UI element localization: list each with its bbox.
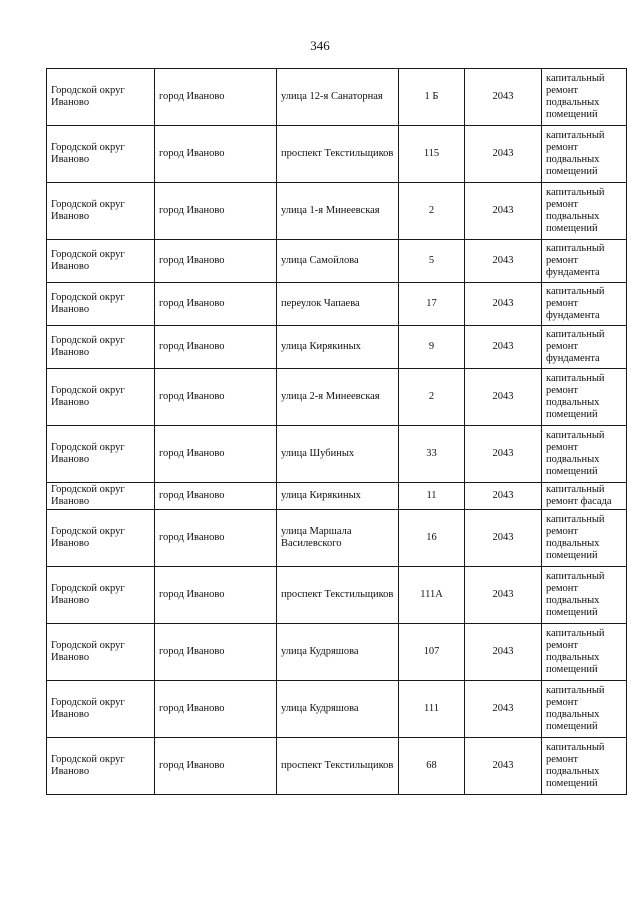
table-row xyxy=(47,326,627,369)
street-cell: улица 2-я Минеевская xyxy=(277,369,399,426)
year-cell: 2043 xyxy=(465,510,542,567)
street-cell: улица Маршала Василевского xyxy=(277,510,399,567)
table-row xyxy=(47,624,627,681)
table-row xyxy=(47,183,627,240)
housing-repair-table xyxy=(46,68,627,795)
district-cell: Городской округ Иваново xyxy=(47,510,155,567)
table-row xyxy=(47,283,627,326)
year-cell: 2043 xyxy=(465,426,542,483)
table-row xyxy=(47,681,627,738)
street-cell: улица Шубиных xyxy=(277,426,399,483)
year-cell: 2043 xyxy=(465,369,542,426)
district-cell: Городской округ Иваново xyxy=(47,624,155,681)
district-cell: Городской округ Иваново xyxy=(47,738,155,795)
city-cell: город Иваново xyxy=(155,326,277,369)
city-cell: город Иваново xyxy=(155,738,277,795)
table-row xyxy=(47,240,627,283)
house-number-cell: 11 xyxy=(399,483,465,510)
city-cell: город Иваново xyxy=(155,510,277,567)
city-cell: город Иваново xyxy=(155,240,277,283)
street-cell: улица 12-я Санаторная xyxy=(277,69,399,126)
work-type-cell: капитальный ремонт подвальных помещений xyxy=(542,567,627,624)
district-cell: Городской округ Иваново xyxy=(47,240,155,283)
street-cell: проспект Текстильщиков xyxy=(277,567,399,624)
year-cell: 2043 xyxy=(465,183,542,240)
work-type-cell: капитальный ремонт фундамента xyxy=(542,283,627,326)
work-type-cell: капитальный ремонт подвальных помещений xyxy=(542,126,627,183)
district-cell: Городской округ Иваново xyxy=(47,326,155,369)
year-cell: 2043 xyxy=(465,240,542,283)
work-type-cell: капитальный ремонт подвальных помещений xyxy=(542,69,627,126)
house-number-cell: 9 xyxy=(399,326,465,369)
year-cell: 2043 xyxy=(465,738,542,795)
district-cell: Городской округ Иваново xyxy=(47,483,155,510)
work-type-cell: капитальный ремонт фундамента xyxy=(542,326,627,369)
year-cell: 2043 xyxy=(465,69,542,126)
street-cell: улица Кудряшова xyxy=(277,681,399,738)
city-cell: город Иваново xyxy=(155,283,277,326)
city-cell: город Иваново xyxy=(155,183,277,240)
work-type-cell: капитальный ремонт подвальных помещений xyxy=(542,681,627,738)
street-cell: улица Кирякиных xyxy=(277,326,399,369)
city-cell: город Иваново xyxy=(155,126,277,183)
table-body xyxy=(47,69,627,795)
district-cell: Городской округ Иваново xyxy=(47,369,155,426)
house-number-cell: 68 xyxy=(399,738,465,795)
district-cell: Городской округ Иваново xyxy=(47,681,155,738)
city-cell: город Иваново xyxy=(155,681,277,738)
year-cell: 2043 xyxy=(465,681,542,738)
work-type-cell: капитальный ремонт подвальных помещений xyxy=(542,738,627,795)
city-cell: город Иваново xyxy=(155,624,277,681)
house-number-cell: 1 Б xyxy=(399,69,465,126)
house-number-cell: 115 xyxy=(399,126,465,183)
year-cell: 2043 xyxy=(465,567,542,624)
table-row xyxy=(47,126,627,183)
year-cell: 2043 xyxy=(465,624,542,681)
work-type-cell: капитальный ремонт подвальных помещений xyxy=(542,369,627,426)
street-cell: улица Самойлова xyxy=(277,240,399,283)
table-row xyxy=(47,483,627,510)
district-cell: Городской округ Иваново xyxy=(47,426,155,483)
work-type-cell: капитальный ремонт подвальных помещений xyxy=(542,426,627,483)
work-type-cell: капитальный ремонт подвальных помещений xyxy=(542,183,627,240)
house-number-cell: 17 xyxy=(399,283,465,326)
year-cell: 2043 xyxy=(465,326,542,369)
district-cell: Городской округ Иваново xyxy=(47,567,155,624)
house-number-cell: 2 xyxy=(399,369,465,426)
city-cell: город Иваново xyxy=(155,483,277,510)
work-type-cell: капитальный ремонт фундамента xyxy=(542,240,627,283)
house-number-cell: 2 xyxy=(399,183,465,240)
house-number-cell: 111 xyxy=(399,681,465,738)
table-row xyxy=(47,567,627,624)
district-cell: Городской округ Иваново xyxy=(47,283,155,326)
street-cell: проспект Текстильщиков xyxy=(277,126,399,183)
table-row xyxy=(47,738,627,795)
district-cell: Городской округ Иваново xyxy=(47,126,155,183)
table-row xyxy=(47,510,627,567)
house-number-cell: 33 xyxy=(399,426,465,483)
street-cell: проспект Текстильщиков xyxy=(277,738,399,795)
house-number-cell: 111А xyxy=(399,567,465,624)
district-cell: Городской округ Иваново xyxy=(47,69,155,126)
table-row xyxy=(47,426,627,483)
city-cell: город Иваново xyxy=(155,69,277,126)
city-cell: город Иваново xyxy=(155,369,277,426)
street-cell: переулок Чапаева xyxy=(277,283,399,326)
work-type-cell: капитальный ремонт подвальных помещений xyxy=(542,624,627,681)
year-cell: 2043 xyxy=(465,126,542,183)
street-cell: улица Кирякиных xyxy=(277,483,399,510)
city-cell: город Иваново xyxy=(155,567,277,624)
house-number-cell: 16 xyxy=(399,510,465,567)
city-cell: город Иваново xyxy=(155,426,277,483)
work-type-cell: капитальный ремонт подвальных помещений xyxy=(542,510,627,567)
district-cell: Городской округ Иваново xyxy=(47,183,155,240)
year-cell: 2043 xyxy=(465,483,542,510)
page-number: 346 xyxy=(310,38,330,53)
street-cell: улица 1-я Минеевская xyxy=(277,183,399,240)
table-row xyxy=(47,369,627,426)
house-number-cell: 5 xyxy=(399,240,465,283)
street-cell: улица Кудряшова xyxy=(277,624,399,681)
table-row xyxy=(47,69,627,126)
house-number-cell: 107 xyxy=(399,624,465,681)
work-type-cell: капитальный ремонт фасада xyxy=(542,483,627,510)
year-cell: 2043 xyxy=(465,283,542,326)
